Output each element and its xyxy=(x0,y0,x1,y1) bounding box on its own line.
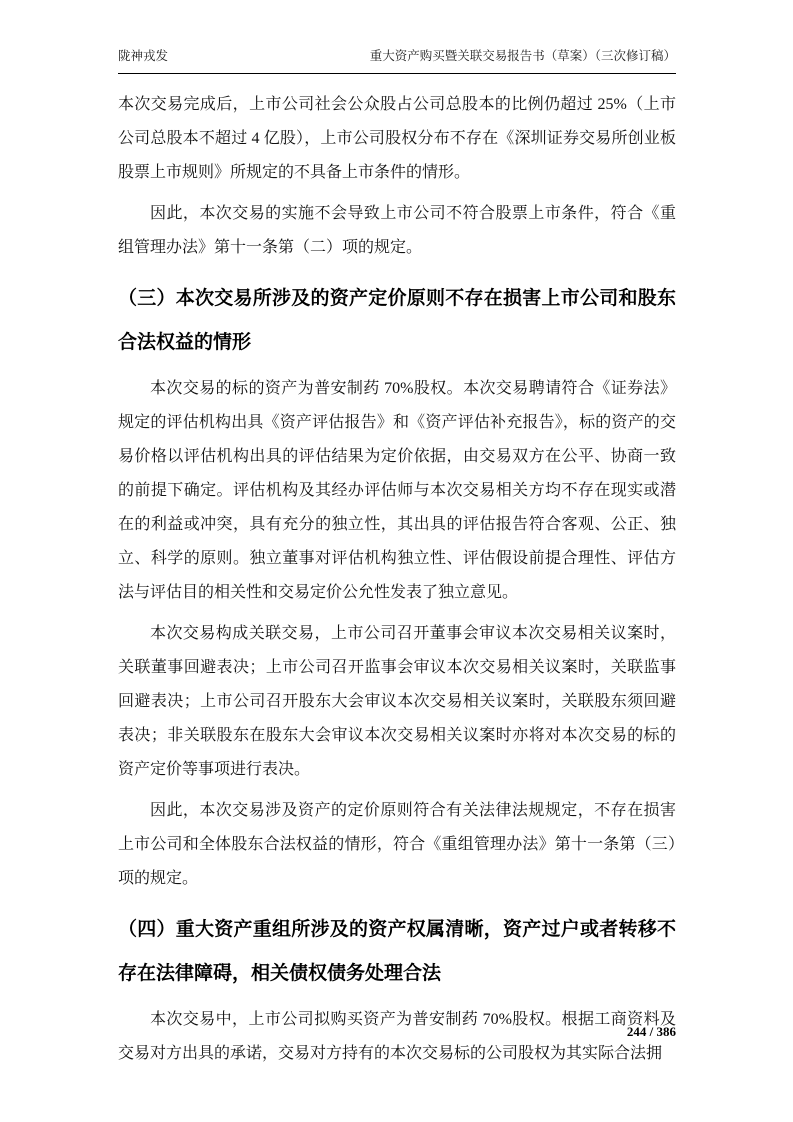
document-body xyxy=(118,88,676,1071)
section-heading-4: （四）重大资产重组所涉及的资产权属清晰，资产过户或者转移不存在法律障碍，相关债权债务处理合法 xyxy=(118,918,676,984)
page-number: 244 / 386 xyxy=(626,1024,676,1039)
header-company-name: 陇神戎发 xyxy=(118,49,169,63)
body-paragraph: 本次交易中，上市公司拟购买资产为普安制药 70%股权。根据工商资料及交易对方出具的承诺，交易对方持有的本次交易标的公司股权为其实际合法拥 xyxy=(118,1010,676,1062)
header-document-title: 重大资产购买暨关联交易报告书（草案）（三次修订稿） xyxy=(369,49,676,63)
body-paragraph: 因此，本次交易的实施不会导致上市公司不符合股票上市条件，符合《重组管理办法》第十一条第（二）项的规定。 xyxy=(118,204,676,256)
section-heading-3: （三）本次交易所涉及的资产定价原则不存在损害上市公司和股东合法权益的情形 xyxy=(118,287,676,353)
body-paragraph: 本次交易完成后，上市公司社会公众股占公司总股本的比例仍超过 25%（上市公司总股本不超过 4 亿股），上市公司股权分布不存在《深圳证券交易所创业板股票上市规则》所规定的不具备上市条件的情形。 xyxy=(118,95,676,181)
body-paragraph: 因此，本次交易涉及资产的定价原则符合有关法律法规规定，不存在损害上市公司和全体股东合法权益的情形，符合《重组管理办法》第十一条第（三）项的规定。 xyxy=(118,801,676,887)
page-content-area xyxy=(118,48,676,1078)
body-paragraph: 本次交易的标的资产为普安制药 70%股权。本次交易聘请符合《证券法》规定的评估机构出具《资产评估报告》和《资产评估补充报告》，标的资产的交易价格以评估机构出具的评估结果为定价依据，由交易双方在公平、协商一致的前提下确定。评估机构及其经办评估师与本次交易相关方均不存在现实或潜在的利益或冲突，具有充分的独立性，其出具的评估报告符合客观、公正、独立、科学的原则。独立董事对评估机构独立性、评估假设前提合理性、评估方法与评估目的相关性和交易定价公允性发表了独立意见。 xyxy=(118,379,676,601)
page-header xyxy=(118,48,676,74)
body-paragraph: 本次交易构成关联交易，上市公司召开董事会审议本次交易相关议案时，关联董事回避表决；上市公司召开监事会审议本次交易相关议案时，关联监事回避表决；上市公司召开股东大会审议本次交易相关议案时，关联股东须回避表决；非关联股东在股东大会审议本次交易相关议案时亦将对本次交易的标的资产定价等事项进行表决。 xyxy=(118,624,676,778)
